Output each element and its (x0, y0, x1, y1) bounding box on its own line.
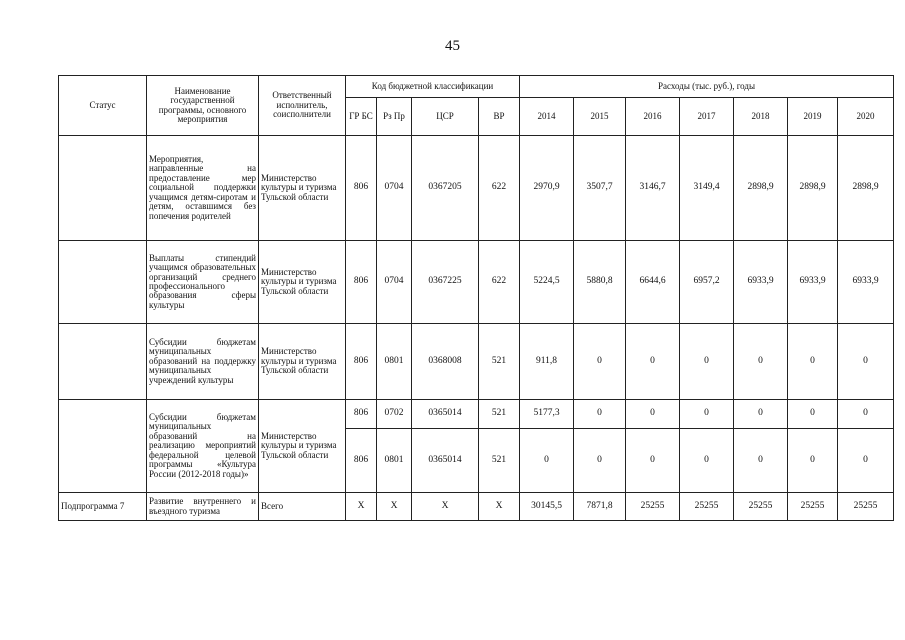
responsible-cell: Министерство культуры и туризма Тульской области (259, 241, 346, 324)
expense-value-cell: 5880,8 (574, 241, 626, 324)
expense-value-cell: 0 (788, 400, 838, 429)
grbs-cell: 806 (346, 400, 377, 429)
header-grbs: ГР БС (346, 98, 377, 136)
grbs-cell: Х (346, 493, 377, 521)
header-status: Статус (59, 76, 147, 136)
expense-value-cell: 30145,5 (520, 493, 574, 521)
expense-value-cell: 0 (734, 429, 788, 493)
expense-value-cell: 0 (520, 429, 574, 493)
expense-value-cell: 0 (574, 324, 626, 400)
expense-value-cell: 0 (680, 400, 734, 429)
csr-cell: 0367225 (412, 241, 479, 324)
expense-value-cell: 0 (680, 429, 734, 493)
expense-value-cell: 5224,5 (520, 241, 574, 324)
rzpr-cell: Х (377, 493, 412, 521)
rzpr-cell: 0702 (377, 400, 412, 429)
grbs-cell: 806 (346, 429, 377, 493)
status-cell (59, 241, 147, 324)
expense-value-cell: 0 (788, 324, 838, 400)
rzpr-cell: 0801 (377, 429, 412, 493)
responsible-cell: Министерство культуры и туризма Тульской области (259, 324, 346, 400)
header-year: 2016 (626, 98, 680, 136)
vr-cell: 622 (479, 241, 520, 324)
vr-cell: 521 (479, 324, 520, 400)
expense-value-cell: 3146,7 (626, 136, 680, 241)
header-name: Наименование государственной программы, основного мероприятия (147, 76, 259, 136)
expense-value-cell: 911,8 (520, 324, 574, 400)
expense-value-cell: 2898,9 (734, 136, 788, 241)
rzpr-cell: 0704 (377, 136, 412, 241)
expense-value-cell: 0 (680, 324, 734, 400)
expense-value-cell: 6933,9 (788, 241, 838, 324)
expense-value-cell: 0 (626, 429, 680, 493)
grbs-cell: 806 (346, 324, 377, 400)
page-number: 45 (445, 38, 460, 54)
header-year: 2019 (788, 98, 838, 136)
expense-value-cell: 7871,8 (574, 493, 626, 521)
expense-value-cell: 0 (838, 429, 894, 493)
expense-value-cell: 6933,9 (838, 241, 894, 324)
expense-value-cell: 5177,3 (520, 400, 574, 429)
expense-value-cell: 25255 (734, 493, 788, 521)
expense-value-cell: 25255 (626, 493, 680, 521)
csr-cell: Х (412, 493, 479, 521)
expense-value-cell: 0 (838, 400, 894, 429)
table-row (59, 324, 894, 400)
header-year: 2018 (734, 98, 788, 136)
expense-value-cell: 25255 (838, 493, 894, 521)
csr-cell: 0367205 (412, 136, 479, 241)
event-name-cell: Мероприятия, направленные на предоставление мер социальной поддержки учащимся детям-сиротам и детям, оставшимся без попечения родителей (147, 136, 259, 241)
header-rzpr: Рз Пр (377, 98, 412, 136)
vr-cell: 622 (479, 136, 520, 241)
expense-value-cell: 6933,9 (734, 241, 788, 324)
status-cell (59, 136, 147, 241)
expense-value-cell: 2898,9 (788, 136, 838, 241)
header-expenses: Расходы (тыс. руб.), годы (520, 76, 894, 98)
expense-value-cell: 6957,2 (680, 241, 734, 324)
header-year: 2020 (838, 98, 894, 136)
expense-value-cell: 25255 (788, 493, 838, 521)
header-vr: ВР (479, 98, 520, 136)
expense-value-cell: 0 (734, 324, 788, 400)
responsible-cell: Министерство культуры и туризма Тульской области (259, 136, 346, 241)
expense-value-cell: 3507,7 (574, 136, 626, 241)
header-csr: ЦСР (412, 98, 479, 136)
expense-value-cell: 3149,4 (680, 136, 734, 241)
vr-cell: 521 (479, 400, 520, 429)
event-name-cell: Выплаты стипендий учащимся образовательных организаций среднего профессионального образования сферы культуры (147, 241, 259, 324)
event-name-cell: Развитие внутреннего и въездного туризма (147, 493, 259, 521)
event-name-cell: Субсидии бюджетам муниципальных образований на реализацию мероприятий федеральной целевой программы «Культура России (2012-2018 годы)» (147, 400, 259, 493)
expense-value-cell: 25255 (680, 493, 734, 521)
expense-value-cell: 2898,9 (838, 136, 894, 241)
grbs-cell: 806 (346, 241, 377, 324)
table-row (59, 241, 894, 324)
table-row (59, 400, 894, 429)
responsible-cell: Всего (259, 493, 346, 521)
status-cell (59, 324, 147, 400)
header-year: 2017 (680, 98, 734, 136)
expense-value-cell: 2970,9 (520, 136, 574, 241)
expense-value-cell: 0 (626, 400, 680, 429)
rzpr-cell: 0801 (377, 324, 412, 400)
expense-value-cell: 0 (574, 429, 626, 493)
expense-value-cell: 6644,6 (626, 241, 680, 324)
header-responsible: Ответственный исполнитель, соисполнители (259, 76, 346, 136)
rzpr-cell: 0704 (377, 241, 412, 324)
status-cell: Подпрограмма 7 (59, 493, 147, 521)
responsible-cell: Министерство культуры и туризма Тульской области (259, 400, 346, 493)
table-body (59, 136, 894, 521)
table-row (59, 493, 894, 521)
csr-cell: 0365014 (412, 429, 479, 493)
header-budget-code: Код бюджетной классификации (346, 76, 520, 98)
expense-value-cell: 0 (626, 324, 680, 400)
event-name-cell: Субсидии бюджетам муниципальных образований на поддержку муниципальных учреждений культуры (147, 324, 259, 400)
expense-value-cell: 0 (788, 429, 838, 493)
csr-cell: 0365014 (412, 400, 479, 429)
csr-cell: 0368008 (412, 324, 479, 400)
table-row (59, 136, 894, 241)
budget-table (58, 75, 894, 521)
vr-cell: 521 (479, 429, 520, 493)
expense-value-cell: 0 (838, 324, 894, 400)
vr-cell: Х (479, 493, 520, 521)
header-year: 2014 (520, 98, 574, 136)
grbs-cell: 806 (346, 136, 377, 241)
expense-value-cell: 0 (574, 400, 626, 429)
status-cell (59, 400, 147, 493)
header-year: 2015 (574, 98, 626, 136)
expense-value-cell: 0 (734, 400, 788, 429)
